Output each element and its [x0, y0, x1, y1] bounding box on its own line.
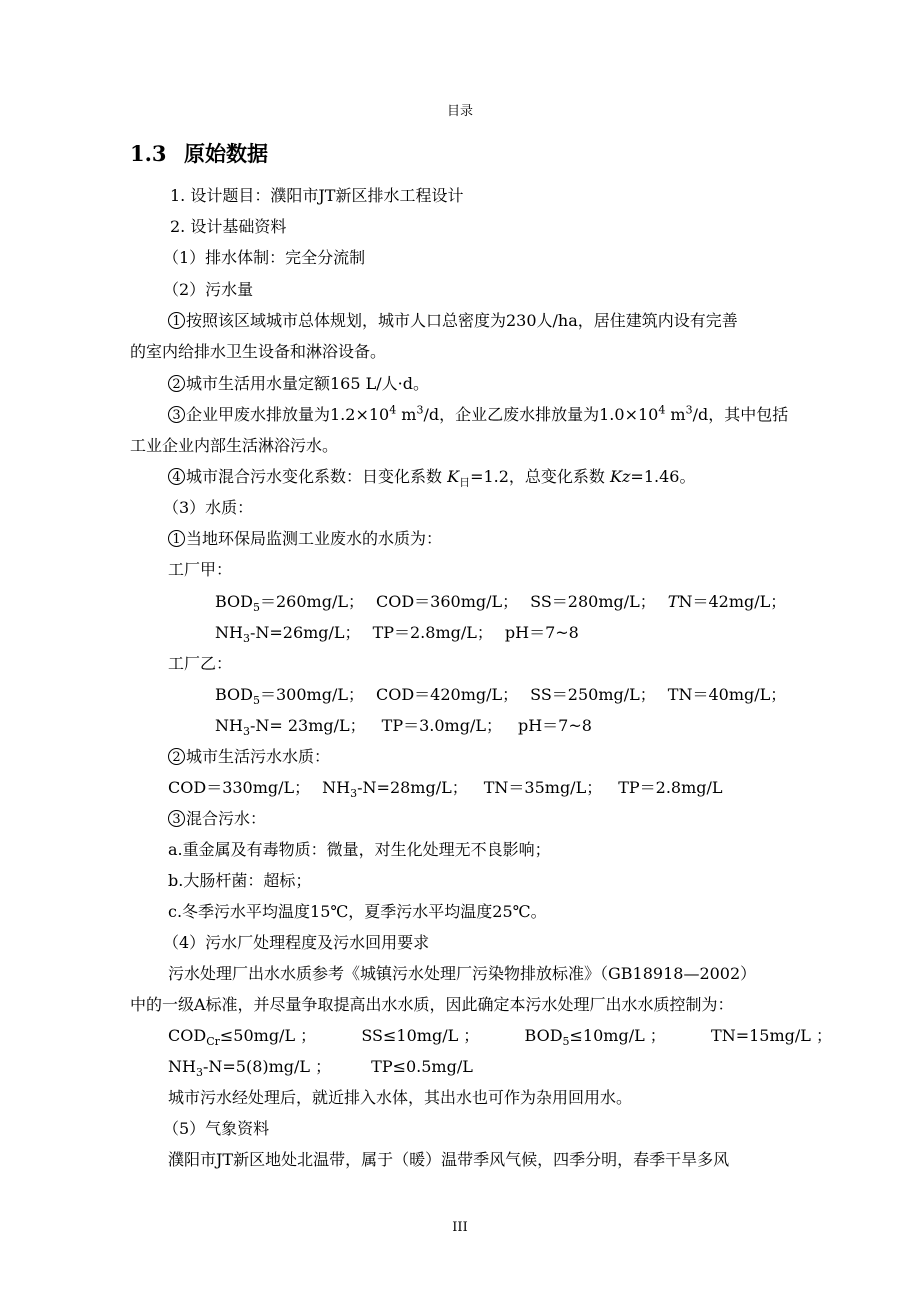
- effluent-row1: [168, 1026, 832, 1049]
- exponent: 4: [389, 403, 397, 417]
- cod-label: COD: [168, 1026, 207, 1045]
- bod-label: BOD: [215, 685, 253, 704]
- paragraph-sewage-volume: （2）污水量: [163, 280, 254, 299]
- paragraph-industrial-discharge-line2: 工业企业内部生活淋浴污水。: [130, 436, 339, 455]
- climate-text: 濮阳市JT新区地处北温带，属于（暖）温带季风气候，四季分明，春季干旱多风: [168, 1150, 730, 1169]
- standard-text-1: 污水处理厂出水水质参考《城镇污水处理厂污染物排放标准》（GB18918—2002）: [168, 964, 757, 983]
- factory-a-row2: [215, 623, 579, 646]
- paragraph-reuse: 城市污水经处理后，就近排入水体，其出水也可作为杂用回用水。: [168, 1088, 633, 1107]
- subscript: 5: [253, 694, 260, 708]
- paragraph-population-line1: [168, 311, 832, 331]
- paragraph-water-quota: [168, 374, 429, 394]
- paragraph-treatment-degree: （4）污水厂处理程度及污水回用要求: [163, 933, 430, 952]
- circled-number-2: 2: [168, 375, 185, 392]
- nh-label: NH: [168, 1057, 196, 1076]
- paragraph-standard-line1: [168, 964, 832, 984]
- mixed-coliform: b.大肠杆菌：超标；: [168, 871, 312, 890]
- bod-label: BOD: [524, 1026, 563, 1045]
- paragraph-meteorology: （5）气象资料: [163, 1119, 270, 1138]
- factory-b-cod: COD＝420mg/L；: [375, 685, 519, 704]
- mixed-temperature: c.冬季污水平均温度15℃，夏季污水平均温度25℃。: [168, 902, 547, 921]
- subscript: 3: [350, 787, 358, 801]
- effluent-row2: [168, 1057, 473, 1080]
- city-sewage-text: 城市生活污水水质：: [186, 747, 331, 766]
- factory-b-label: 工厂乙：: [168, 654, 233, 673]
- effluent-nh: =5(8)mg/L ；: [222, 1057, 332, 1076]
- nh-suffix: -N: [357, 778, 377, 797]
- factory-b-bod: ＝300mg/L；: [260, 685, 364, 704]
- exponent: 3: [685, 403, 693, 417]
- factory-a-ss: SS＝280mg/L；: [530, 592, 656, 611]
- effluent-tp: TP≤0.5mg/L: [371, 1057, 473, 1076]
- circled-number-1: 1: [168, 530, 185, 547]
- factory-a-nh: =26mg/L；: [269, 623, 361, 642]
- subscript: 3: [242, 632, 250, 646]
- paragraph-drainage-system: （1）排水体制：完全分流制: [163, 248, 366, 267]
- nh-label: NH: [322, 778, 351, 797]
- mixed-heavy-metals: a.重金属及有毒物质：微量，对生化处理无不良影响；: [168, 840, 551, 859]
- discharge-text-3: /d，企业乙废水排放量为1.0×10: [423, 405, 659, 424]
- bod-label: BOD: [215, 592, 253, 611]
- factory-a-cod: COD＝360mg/L；: [375, 592, 519, 611]
- factory-b-tp: TP＝3.0mg/L；: [381, 716, 502, 735]
- paragraph-population-text: [168, 311, 738, 331]
- factory-a-ph: pH＝7~8: [504, 623, 579, 642]
- factory-a-tp: TP＝2.8mg/L；: [372, 623, 493, 642]
- section-heading: [130, 138, 268, 168]
- mixed-sewage-text: 混合污水：: [186, 809, 267, 828]
- effluent-ss: SS≤10mg/L ；: [361, 1026, 480, 1045]
- effluent-bod: [524, 1026, 666, 1049]
- exponent: 4: [658, 403, 666, 417]
- effluent-cod-value: ≤50mg/L ；: [219, 1026, 317, 1045]
- kz-symbol: Kz: [610, 467, 631, 486]
- city-tp: TP＝2.8mg/L: [618, 778, 723, 797]
- discharge-text-2: m: [396, 405, 417, 424]
- section-number: 1.3: [130, 141, 167, 166]
- effluent-tn: TN=15mg/L ；: [711, 1026, 832, 1045]
- circled-number-2: 2: [168, 748, 185, 765]
- paragraph-climate: [168, 1150, 832, 1170]
- factory-a-tn: N＝42mg/L；: [678, 592, 787, 611]
- factory-b-tn: TN＝40mg/L；: [667, 685, 787, 704]
- page-number: III: [452, 1220, 468, 1235]
- standard-text-2: 中的一级A标准，并尽量争取提高出水水质，因此确定本污水处理厂出水水质控制为：: [130, 995, 734, 1014]
- tn-italic-t: T: [667, 592, 679, 611]
- city-cod: COD＝330mg/L；: [168, 778, 311, 797]
- city-nh: =28mg/L；: [376, 778, 468, 797]
- circled-number-1: 1: [168, 312, 185, 329]
- factory-b-row1: [215, 685, 787, 708]
- paragraph-population-line2: 的室内给排水卫生设备和淋浴设备。: [130, 342, 387, 361]
- factory-b-ph: pH＝7~8: [517, 716, 592, 735]
- nh-label: NH: [215, 716, 243, 735]
- factory-a-bod: ＝260mg/L；: [260, 592, 364, 611]
- circled-number-4: 4: [168, 468, 185, 485]
- circled-number-3: 3: [168, 810, 185, 827]
- effluent-bod-value: ≤10mg/L ；: [569, 1026, 666, 1045]
- k-symbol: K: [447, 467, 460, 486]
- factory-b-nh: = 23mg/L；: [269, 716, 366, 735]
- nh-suffix: -N: [249, 716, 270, 735]
- effluent-cod: [168, 1026, 317, 1049]
- paragraph-variation-coefficient: [168, 467, 696, 490]
- factory-a-tn-t: [668, 592, 786, 611]
- population-text: 按照该区域城市总体规划，城市人口总密度为230人/ha，居住建筑内设有完善: [186, 311, 738, 330]
- paragraph-industrial-discharge-line1: [168, 405, 788, 425]
- paragraph-water-quality: （3）水质：: [163, 498, 254, 517]
- discharge-text-5: /d，其中包括: [692, 405, 789, 424]
- paragraph-design-topic: 1. 设计题目：濮阳市JT新区排水工程设计: [170, 186, 464, 205]
- variation-text-2: =1.2，总变化系数: [470, 467, 605, 486]
- variation-text-1: 城市混合污水变化系数：日变化系数: [186, 467, 443, 486]
- paragraph-city-sewage: [168, 747, 330, 767]
- factory-a-label: 工厂甲：: [168, 560, 233, 579]
- subscript: 3: [195, 1066, 203, 1080]
- factory-b-row2: [215, 716, 592, 739]
- circled-number-3: 3: [168, 406, 185, 423]
- nh-suffix: -N: [202, 1057, 223, 1076]
- subscript: 3: [242, 725, 250, 739]
- exponent: 3: [416, 403, 424, 417]
- city-sewage-row: [168, 778, 723, 801]
- page-header: 目录: [446, 104, 473, 119]
- nh-label: NH: [215, 623, 243, 642]
- industrial-quality-text: 当地环保局监测工业废水的水质为：: [186, 529, 443, 548]
- subscript: Cr: [206, 1035, 220, 1049]
- k-subscript: 日: [459, 476, 471, 490]
- discharge-text-4: m: [665, 405, 686, 424]
- variation-text-3: =1.46。: [630, 467, 696, 486]
- water-quota-text: 城市生活用水量定额165 L/人·d。: [186, 374, 429, 393]
- subscript: 5: [562, 1035, 570, 1049]
- section-title-text: 原始数据: [184, 141, 268, 166]
- paragraph-mixed-sewage: [168, 809, 266, 829]
- factory-b-ss: SS＝250mg/L；: [530, 685, 656, 704]
- subscript: 5: [253, 601, 260, 615]
- factory-a-row1: [215, 592, 787, 615]
- paragraph-basic-data: 2. 设计基础资料: [170, 217, 287, 236]
- paragraph-standard-line2: [130, 995, 832, 1015]
- nh-suffix: -N: [249, 623, 270, 642]
- paragraph-industrial-quality: [168, 529, 442, 549]
- discharge-text-1: 企业甲废水排放量为1.2×10: [186, 405, 390, 424]
- city-tn: TN＝35mg/L；: [483, 778, 603, 797]
